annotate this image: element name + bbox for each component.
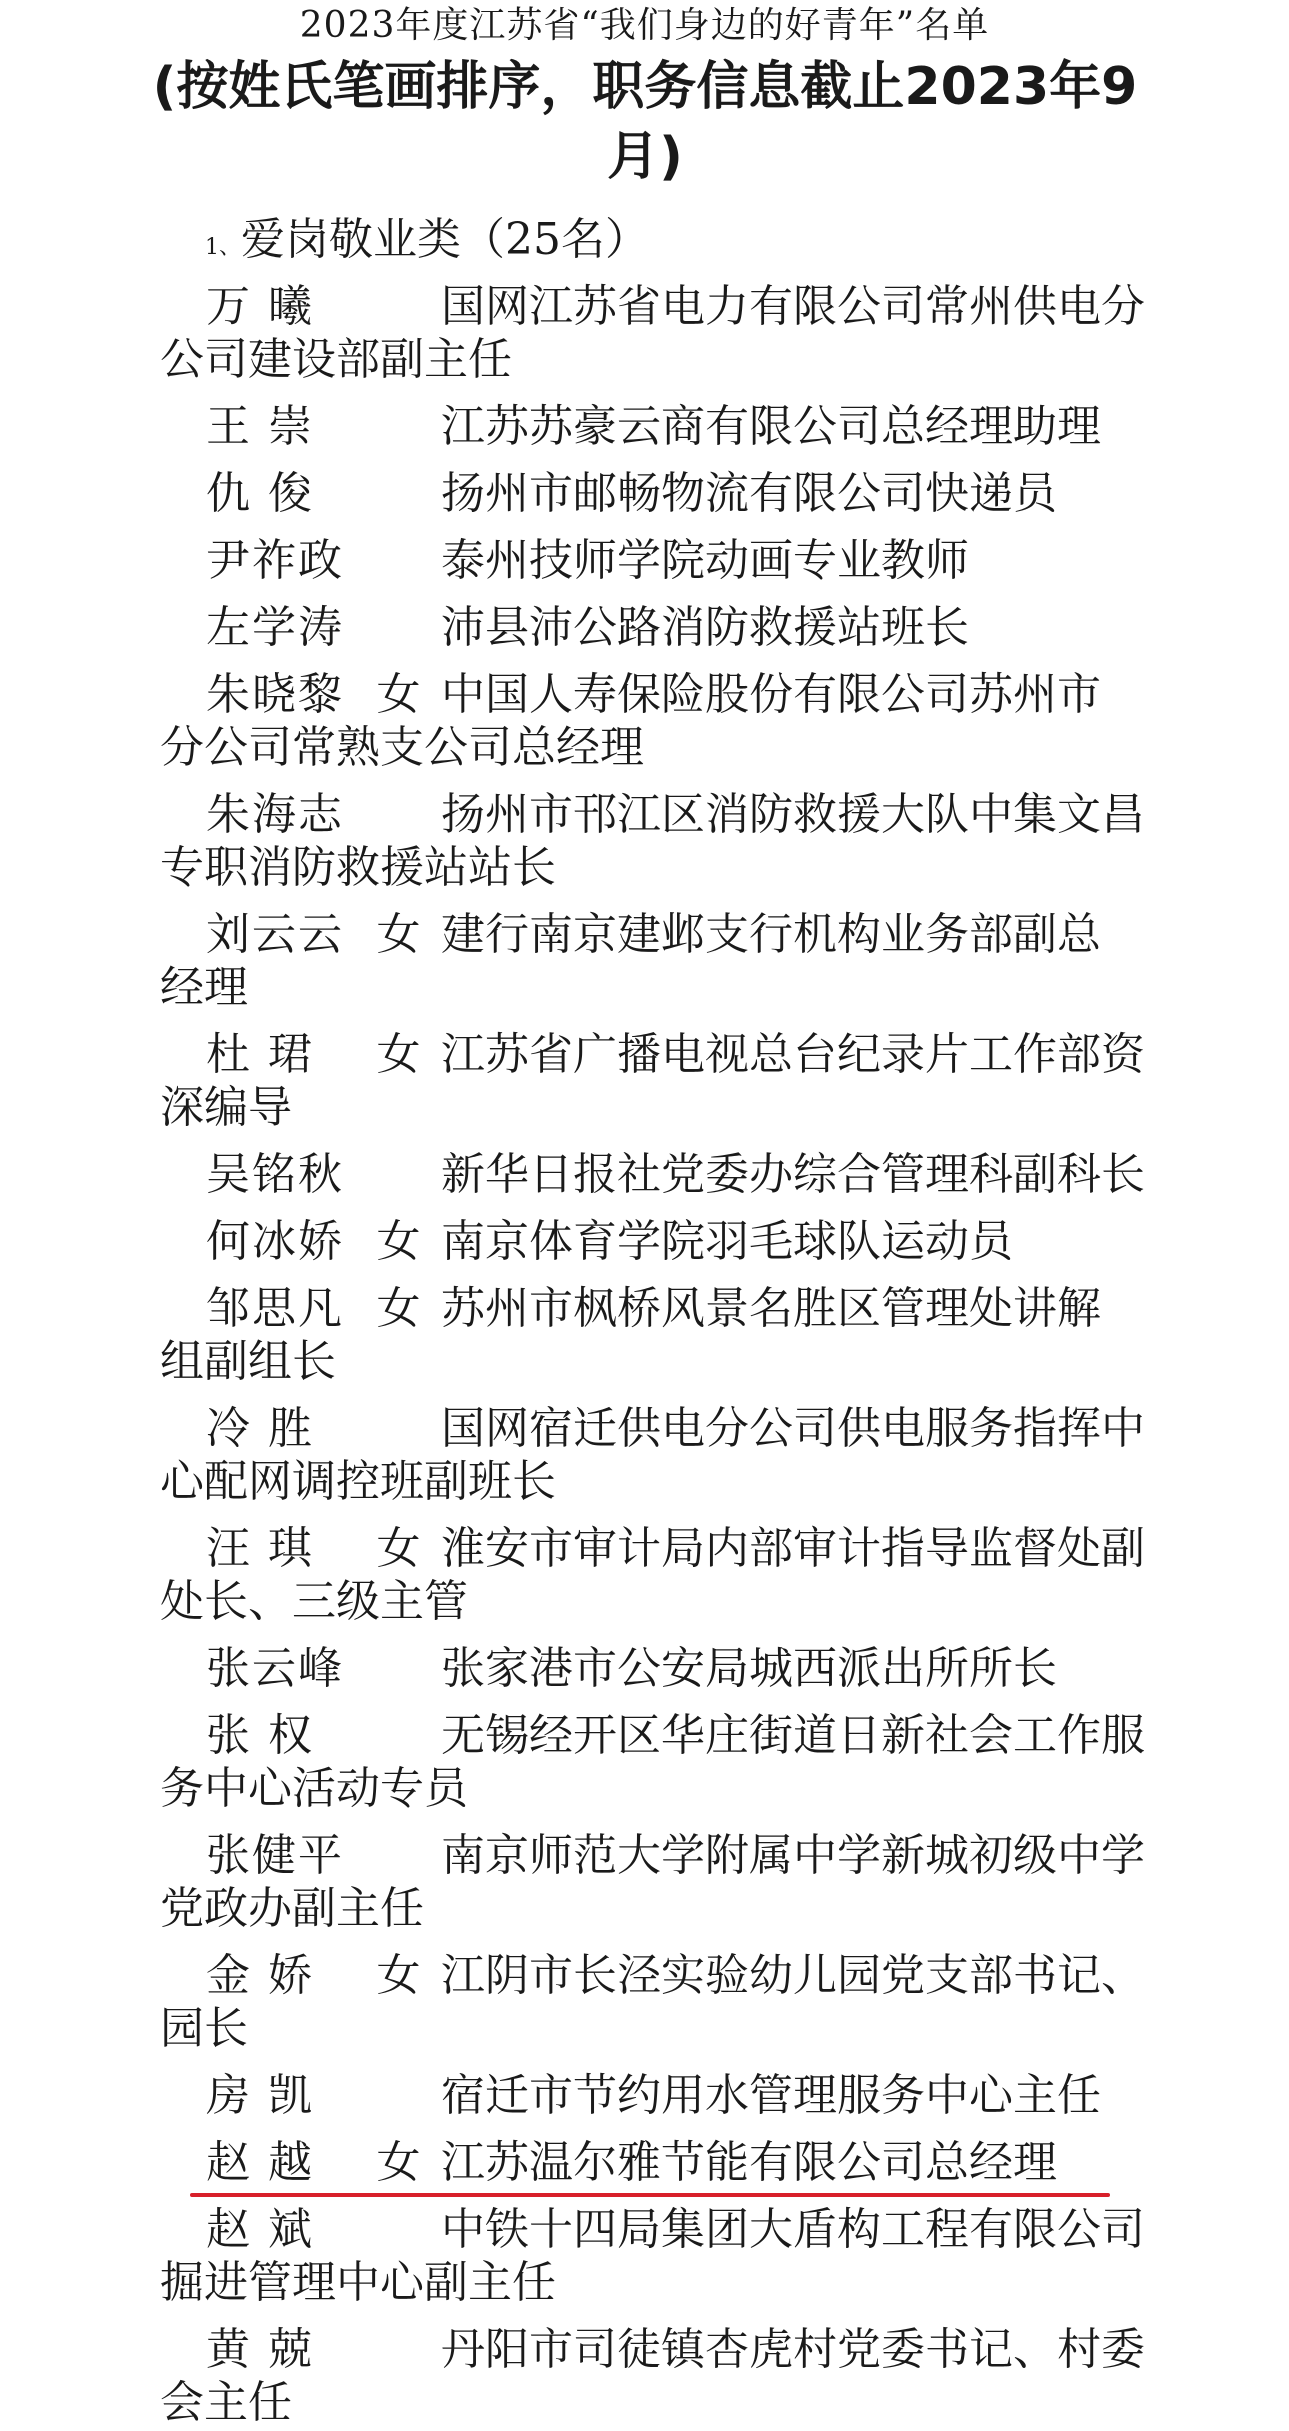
entry-first-line xyxy=(160,534,1150,587)
list-item xyxy=(160,1949,1150,2055)
entry-first-line xyxy=(160,1522,1150,1575)
entry-first-line xyxy=(160,1148,1150,1201)
entry-first-line xyxy=(160,2203,1150,2256)
person-name: 赵 斌 xyxy=(206,2204,314,2255)
list-item xyxy=(160,2069,1150,2122)
entry-first-line xyxy=(160,1282,1150,1335)
person-name: 冷 胜 xyxy=(206,1403,314,1454)
person-title-continued: 党政办副主任 xyxy=(160,1883,424,1934)
person-title: 泰州技师学院动画专业教师 xyxy=(441,535,969,586)
person-name: 邹思凡 xyxy=(206,1283,344,1334)
document-subtitle: (按姓氏笔画排序，职务信息截止2023年9月) xyxy=(152,57,1138,187)
entry-first-line xyxy=(160,1642,1150,1695)
list-item xyxy=(160,1709,1150,1815)
list-item xyxy=(160,1402,1150,1508)
document-title: 2023年度江苏省“我们身边的好青年”名单 xyxy=(299,5,990,46)
person-gender: 女 xyxy=(376,1950,421,2001)
person-title: 扬州市邗江区消防救援大队中集文昌 xyxy=(441,789,1145,840)
entry-first-line xyxy=(160,280,1150,333)
list-item xyxy=(160,1642,1150,1695)
person-name: 黄 兢 xyxy=(206,2324,314,2375)
person-name: 赵 越 xyxy=(206,2137,314,2188)
person-title-continued: 处长、三级主管 xyxy=(160,1576,468,1627)
entry-first-line xyxy=(160,1949,1150,2002)
person-name: 房 凯 xyxy=(206,2070,314,2121)
entry-first-line xyxy=(160,908,1150,961)
person-title: 苏州市枫桥风景名胜区管理处讲解 xyxy=(441,1283,1101,1334)
list-item xyxy=(160,534,1150,587)
person-title: 南京体育学院羽毛球队运动员 xyxy=(441,1216,1013,1267)
person-title: 张家港市公安局城西派出所所长 xyxy=(441,1643,1057,1694)
person-name: 张 权 xyxy=(206,1710,314,1761)
person-name: 左学涛 xyxy=(206,602,344,653)
person-title: 国网宿迁供电分公司供电服务指挥中 xyxy=(441,1403,1145,1454)
entry-first-line xyxy=(160,601,1150,654)
person-title-continued: 心配网调控班副班长 xyxy=(160,1456,556,1507)
list-item xyxy=(160,788,1150,894)
list-item xyxy=(160,1028,1150,1134)
person-name: 金 娇 xyxy=(206,1950,314,2001)
person-title: 扬州市邮畅物流有限公司快递员 xyxy=(441,468,1057,519)
section-label: 爱岗敬业类（25名） xyxy=(241,214,649,265)
entry-list xyxy=(160,280,1150,2431)
person-name: 吴铭秋 xyxy=(206,1149,344,1200)
list-item xyxy=(160,280,1150,386)
person-gender: 女 xyxy=(376,1216,421,1267)
person-title-continued: 分公司常熟支公司总经理 xyxy=(160,722,644,773)
person-name: 何冰娇 xyxy=(206,1216,344,1267)
entry-first-line xyxy=(160,2136,1150,2189)
list-item xyxy=(160,400,1150,453)
list-item xyxy=(160,1282,1150,1388)
person-title-continued: 公司建设部副主任 xyxy=(160,334,512,385)
person-title: 宿迁市节约用水管理服务中心主任 xyxy=(441,2070,1101,2121)
person-name: 张云峰 xyxy=(206,1643,344,1694)
entry-first-line xyxy=(160,788,1150,841)
person-title: 江阴市长泾实验幼儿园党支部书记、 xyxy=(441,1950,1145,2001)
list-item xyxy=(160,467,1150,520)
person-name: 万 曦 xyxy=(206,281,314,332)
person-title: 丹阳市司徒镇杏虎村党委书记、村委 xyxy=(441,2324,1145,2375)
person-title: 中国人寿保险股份有限公司苏州市 xyxy=(441,669,1101,720)
person-name: 朱海志 xyxy=(206,789,344,840)
person-title-continued: 专职消防救援站站长 xyxy=(160,842,556,893)
list-item xyxy=(160,601,1150,654)
entry-first-line xyxy=(160,1402,1150,1455)
person-title: 新华日报社党委办综合管理科副科长 xyxy=(441,1149,1145,1200)
entry-first-line xyxy=(160,467,1150,520)
person-gender: 女 xyxy=(376,1283,421,1334)
list-item xyxy=(160,2136,1150,2189)
person-title: 江苏温尔雅节能有限公司总经理 xyxy=(441,2137,1057,2188)
person-title: 无锡经开区华庄街道日新社会工作服 xyxy=(441,1710,1145,1761)
entry-first-line xyxy=(160,2323,1150,2376)
person-title: 江苏苏豪云商有限公司总经理助理 xyxy=(441,401,1101,452)
person-name: 朱晓黎 xyxy=(206,669,344,720)
person-title: 国网江苏省电力有限公司常州供电分 xyxy=(441,281,1145,332)
entry-first-line xyxy=(160,1215,1150,1268)
person-gender: 女 xyxy=(376,909,421,960)
person-gender: 女 xyxy=(376,2137,421,2188)
person-title-continued: 园长 xyxy=(160,2003,248,2054)
person-gender: 女 xyxy=(376,669,421,720)
person-gender: 女 xyxy=(376,1523,421,1574)
entry-first-line xyxy=(160,1829,1150,1882)
list-item xyxy=(160,2203,1150,2309)
list-item xyxy=(160,908,1150,1014)
entry-first-line xyxy=(160,2069,1150,2122)
entry-first-line xyxy=(160,1028,1150,1081)
person-title-continued: 经理 xyxy=(160,962,248,1013)
list-item xyxy=(160,1522,1150,1628)
person-title-continued: 务中心活动专员 xyxy=(160,1763,468,1814)
person-title: 南京师范大学附属中学新城初级中学 xyxy=(441,1830,1145,1881)
person-gender: 女 xyxy=(376,1029,421,1080)
person-title-continued: 组副组长 xyxy=(160,1336,336,1387)
entry-first-line xyxy=(160,668,1150,721)
list-item xyxy=(160,2323,1150,2429)
entry-first-line xyxy=(160,1709,1150,1762)
list-item xyxy=(160,1829,1150,1935)
red-underline-mark xyxy=(190,2193,1110,2197)
person-title-continued: 深编导 xyxy=(160,1082,292,1133)
person-title: 淮安市审计局内部审计指导监督处副 xyxy=(441,1523,1145,1574)
person-title-continued: 会主任 xyxy=(160,2377,292,2428)
person-title: 建行南京建邺支行机构业务部副总 xyxy=(441,909,1101,960)
list-item xyxy=(160,1148,1150,1201)
section-number: 1、 xyxy=(205,235,241,260)
list-item xyxy=(160,1215,1150,1268)
section-heading xyxy=(205,210,649,278)
entry-first-line xyxy=(160,400,1150,453)
person-title-continued: 掘进管理中心副主任 xyxy=(160,2257,556,2308)
list-item xyxy=(160,668,1150,774)
person-title: 沛县沛公路消防救援站班长 xyxy=(441,602,969,653)
person-name: 张健平 xyxy=(206,1830,344,1881)
person-name: 尹祚政 xyxy=(206,535,344,586)
person-name: 刘云云 xyxy=(206,909,344,960)
person-name: 王 崇 xyxy=(206,401,314,452)
person-name: 仇 俊 xyxy=(206,468,314,519)
person-name: 杜 珺 xyxy=(206,1029,314,1080)
person-title: 江苏省广播电视总台纪录片工作部资 xyxy=(441,1029,1145,1080)
person-name: 汪 琪 xyxy=(206,1523,314,1574)
person-title: 中铁十四局集团大盾构工程有限公司 xyxy=(441,2204,1145,2255)
